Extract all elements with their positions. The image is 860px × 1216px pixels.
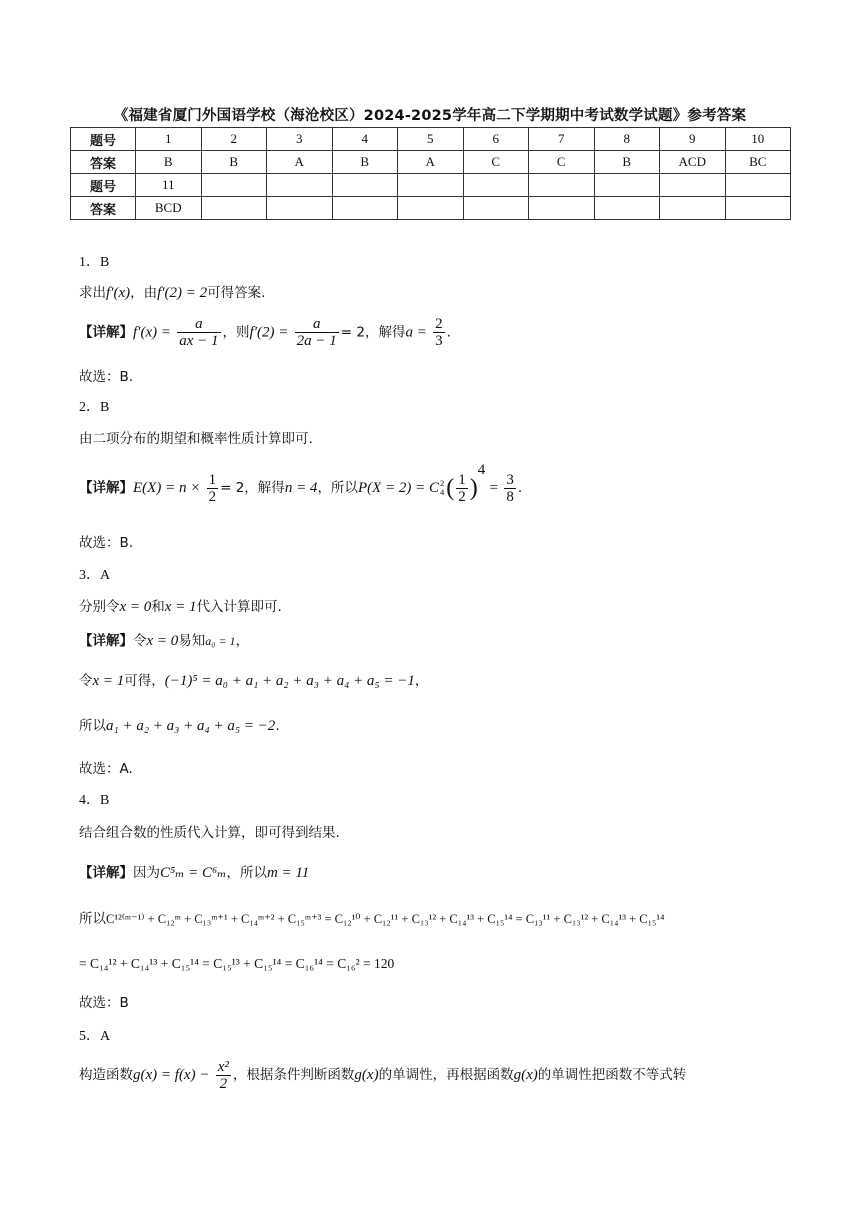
subscript: 4 (440, 487, 445, 497)
denominator: 3 (435, 333, 443, 349)
q3-line2 (79, 672, 428, 690)
table-cell: 8 (594, 128, 660, 151)
q2-fraction (207, 472, 219, 505)
table-row-header: 答案 (71, 151, 136, 174)
detail-label: 【详解】 (79, 480, 133, 496)
q3-formula: (−1)⁵ = a₀ + a₁ + a₂ + a₃ + a₄ + a₅ = −1 (164, 673, 415, 689)
denominator: 8 (506, 488, 514, 505)
numerator: 2 (435, 316, 443, 332)
q4-heading: 4．B (79, 793, 110, 808)
q2-combination-index (440, 479, 444, 497)
answer-table (70, 127, 791, 220)
superscript: 2 (440, 478, 445, 488)
detail-label: 【详解】 (79, 865, 133, 881)
q3-hint (79, 598, 282, 616)
table-cell: B (201, 151, 267, 174)
q4-formula: = C₁₄¹² + C₁₄¹³ + C₁₅¹⁴ = C₁₅¹³ + C₁₅¹⁴ = C₁₆¹⁴ = C₁₆² = 120 (79, 956, 395, 971)
q1-hint (79, 284, 265, 302)
table-cell: 9 (660, 128, 726, 151)
numerator: x² (217, 1058, 229, 1075)
q2-hint: 由二项分布的期望和概率性质计算即可. (79, 431, 313, 447)
table-cell: ACD (660, 151, 726, 174)
denominator: 2 (219, 1075, 228, 1092)
q3-text: ， (414, 673, 429, 689)
q3-formula: x = 1 (92, 673, 125, 689)
q3-text: 所以 (79, 718, 106, 734)
table-cell (529, 197, 595, 220)
q4-choice: 故选：B (79, 995, 129, 1011)
q3-line3 (79, 717, 280, 735)
q2-formula: n = 4 (284, 480, 318, 496)
q2-detail (79, 462, 523, 508)
table-cell: B (594, 151, 660, 174)
q1-text: ，则 (222, 324, 250, 341)
q5-text: 的单调性把函数不等式转 (537, 1067, 687, 1083)
q4-text: ，所以 (226, 865, 267, 881)
table-cell: B (136, 151, 202, 174)
table-cell: C (463, 151, 529, 174)
q3-formula: a₀ = 1 (205, 634, 236, 648)
denominator: 2 (208, 488, 217, 505)
table-row (71, 151, 791, 174)
table-cell (267, 174, 333, 197)
denominator: 2a − 1 (296, 333, 337, 349)
q2-choice: 故选：B. (79, 535, 134, 551)
table-cell: 3 (267, 128, 333, 151)
q3-text: 可得， (124, 673, 165, 689)
table-cell: 7 (529, 128, 595, 151)
q3-formula: x = 0 (146, 633, 179, 649)
q1-text: . (446, 324, 451, 341)
q3-text: 令 (79, 673, 93, 689)
q2-text: = 2，解得 (220, 480, 285, 496)
left-paren: ( (446, 475, 455, 501)
table-row (71, 128, 791, 151)
q2-text: = (489, 480, 499, 496)
table-cell: A (267, 151, 333, 174)
table-cell (201, 174, 267, 197)
table-cell: 10 (725, 128, 791, 151)
q5-fraction (216, 1059, 231, 1092)
q3-heading: 3．A (79, 568, 111, 583)
table-cell (201, 197, 267, 220)
right-paren: ) (469, 475, 478, 501)
q1-fraction (177, 316, 220, 349)
table-cell (725, 197, 791, 220)
q4-text: 因为 (133, 865, 160, 881)
numerator: a (177, 316, 220, 333)
q3-formula: x = 1 (164, 599, 197, 615)
q4-detail (79, 864, 309, 882)
table-cell (594, 174, 660, 197)
table-cell: 5 (398, 128, 464, 151)
q3-text: 令 (133, 633, 147, 649)
detail-label: 【详解】 (79, 324, 133, 341)
table-cell (332, 197, 398, 220)
table-cell: BCD (136, 197, 202, 220)
table-cell (463, 197, 529, 220)
q1-fraction (295, 316, 339, 349)
q5-text: 构造函数 (79, 1067, 133, 1083)
q1-heading: 1．B (79, 255, 110, 270)
table-cell: 4 (332, 128, 398, 151)
q4-hint: 结合组合数的性质代入计算，即可得到结果. (79, 825, 340, 841)
table-row (71, 197, 791, 220)
q3-formula: x = 0 (119, 599, 152, 615)
table-row-header: 答案 (71, 197, 136, 220)
table-cell: C (529, 151, 595, 174)
q5-formula: g(x) (354, 1067, 379, 1083)
table-cell (660, 197, 726, 220)
table-cell (529, 174, 595, 197)
q1-hint-formula: f′(x) (106, 285, 131, 301)
table-cell (725, 174, 791, 197)
q2-fraction (504, 472, 516, 505)
table-cell: A (398, 151, 464, 174)
q4-formula: C⁵ₘ = C⁶ₘ (160, 865, 227, 881)
q1-hint-formula: f′(2) = 2 (157, 285, 208, 301)
numerator: 3 (506, 471, 514, 488)
numerator: 1 (458, 471, 466, 488)
q1-formula: f′(x) = (133, 324, 171, 341)
table-cell (463, 174, 529, 197)
q2-formula: E(X) = n × (133, 480, 201, 496)
q3-text: 易知 (178, 633, 206, 649)
q5-line1 (79, 1058, 686, 1092)
q2-text: ，所以 (317, 480, 358, 496)
table-cell: 11 (136, 174, 202, 197)
table-row-header: 题号 (71, 128, 136, 151)
q1-hint-text: 可得答案. (207, 285, 266, 301)
numerator: a (295, 316, 339, 333)
table-cell: 2 (201, 128, 267, 151)
table-cell: B (332, 151, 398, 174)
table-cell: 6 (463, 128, 529, 151)
page-title: 《福建省厦门外国语学校（海沧校区）2024-2025学年高二下学期期中考试数学试题》参考答案 (113, 108, 747, 124)
q3-text: ， (235, 633, 250, 649)
q1-hint-text: 求出 (79, 285, 106, 301)
q3-text: 代入计算即可. (196, 599, 282, 615)
denominator: ax − 1 (179, 333, 219, 349)
q2-heading: 2．B (79, 400, 110, 415)
detail-label: 【详解】 (79, 633, 133, 649)
table-cell: 1 (136, 128, 202, 151)
table-cell (267, 197, 333, 220)
q4-line2 (79, 910, 664, 928)
table-cell (398, 174, 464, 197)
q3-choice: 故选：A. (79, 761, 133, 777)
q1-formula: f′(2) = (249, 324, 289, 341)
q4-formula: C¹²⁽ᵐ⁻¹⁾ + C₁₂ᵐ + C₁₃ᵐ⁺¹ + C₁₄ᵐ⁺² + C₁₅ᵐ⁺³ = C₁₂¹⁰ + C₁₂¹¹ + C₁₃¹² + C₁₄¹³ + C₁₅¹⁴ = C₁₃¹¹ + C₁₃¹² + C₁₄¹³ + C₁₅¹⁴ (106, 912, 665, 926)
q1-hint-text: ，由 (130, 285, 158, 301)
q3-detail (79, 632, 249, 650)
table-cell (398, 197, 464, 220)
table-row (71, 174, 791, 197)
table-row-header: 题号 (71, 174, 136, 197)
q3-text: 分别令 (79, 599, 120, 615)
table-cell (332, 174, 398, 197)
denominator: 2 (458, 488, 466, 505)
numerator: 1 (208, 471, 217, 488)
q4-text: 所以 (79, 911, 106, 927)
q2-formula: P(X = 2) = C (357, 480, 440, 496)
q1-detail (79, 316, 451, 349)
q2-fraction (456, 472, 468, 505)
q5-formula: g(x) = f(x) − (133, 1067, 210, 1083)
q1-text: = 2，解得 (340, 324, 406, 341)
q5-text: 的单调性，再根据函数 (378, 1067, 514, 1083)
q3-text: 和 (151, 599, 165, 615)
q1-formula: a = (405, 324, 427, 341)
exponent: 4 (477, 462, 486, 478)
q3-text: . (275, 718, 280, 734)
table-cell (660, 174, 726, 197)
q1-choice: 故选：B. (79, 369, 134, 385)
q4-line3 (79, 955, 394, 973)
table-cell: BC (725, 151, 791, 174)
q2-text: . (517, 480, 523, 496)
q5-heading: 5．A (79, 1029, 111, 1044)
table-cell (594, 197, 660, 220)
q5-formula: g(x) (513, 1067, 538, 1083)
q5-text: ，根据条件判断函数 (232, 1067, 355, 1083)
q1-fraction (433, 316, 445, 349)
q3-formula: a₁ + a₂ + a₃ + a₄ + a₅ = −2 (106, 718, 276, 734)
q4-formula: m = 11 (266, 865, 310, 881)
